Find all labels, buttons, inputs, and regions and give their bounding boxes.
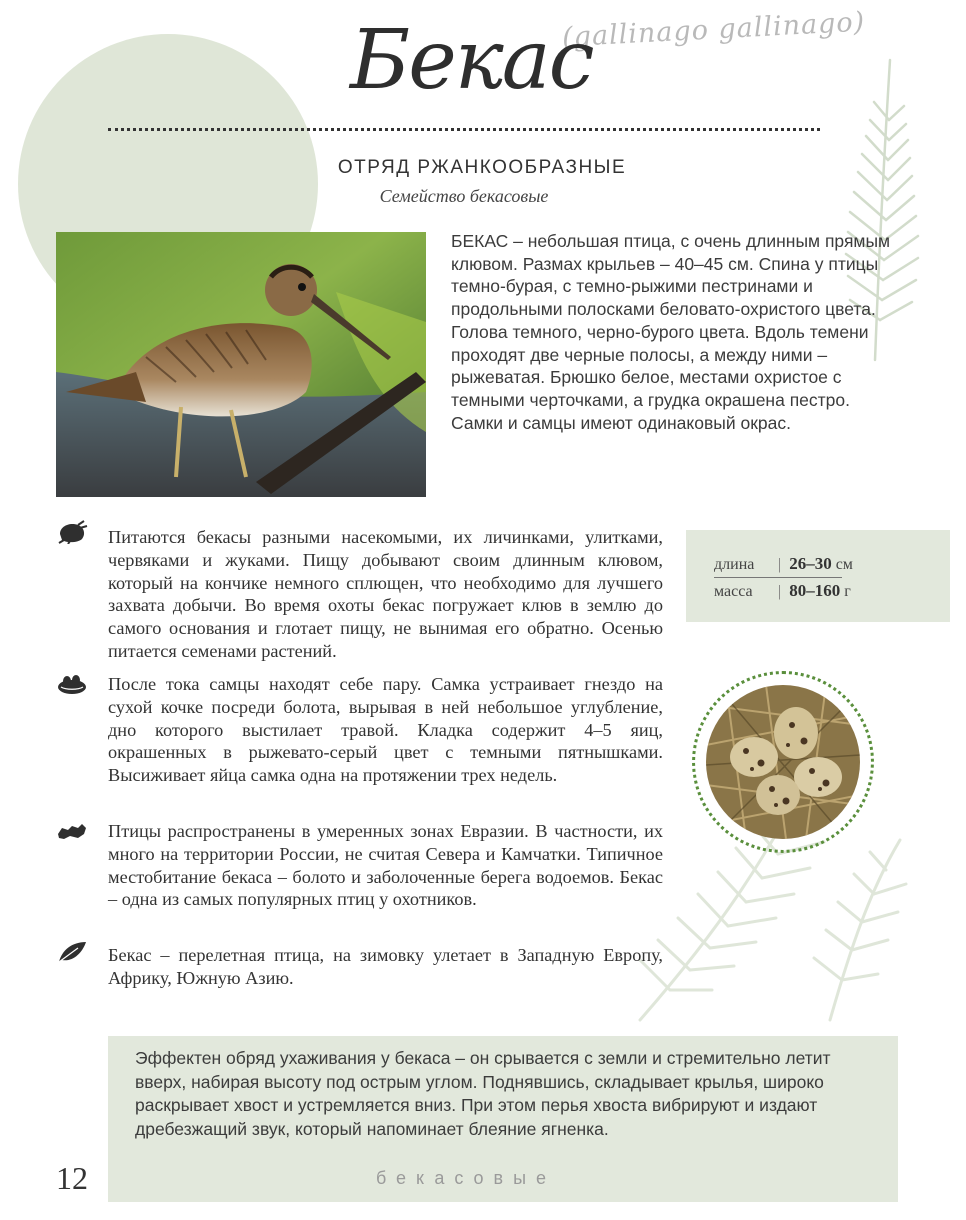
snipe-photo: [56, 232, 426, 497]
order-heading-text: ОТРЯД РЖАНКООБРАЗНЫЕ: [337, 157, 627, 178]
section-habitat: Птицы распространены в умеренных зонах Евразии. В частности, их много на территории России, не считая Севера и Камчатки. Типичное местобитание бекаса – болото и заболоченные берега водоемов. Бекас – одна из самых популярных птиц у охотников.: [108, 821, 663, 910]
section-feeding: Питаются бекасы разными насекомыми, их личинками, улитками, червяками и жуками. Пищу добывают своим длинным клювом, который на кончике немного сплющен, что необходимо для лучшего захвата добычи. Во время охоты бекас погружает клюв в землю до самого основания и глотает пищу, не вынимая его обратно. Осенью питается семенами растений.: [108, 527, 663, 661]
species-description: БЕКАС – небольшая птица, с очень длинным прямым клювом. Размах крыльев – 40–45 см. Спина у птицы темно-бурая, с темно-рыжими пестринами и продольными полосками беловато-охристого цвета. Голова темного, черно-бурого цвета. Вдоль темени проходят две черные полосы, а между ними – рыжеватая. Брюшко белое, местами охристое с темными черточками, а грудка окрашена пестро. Самки и самцы имеют одинаковый окрас.: [451, 231, 891, 433]
page-title: Бекас: [350, 13, 593, 108]
stat-length-label: длина: [714, 556, 755, 573]
map-icon: [56, 820, 88, 844]
section-migration: Бекас – перелетная птица, на зимовку улетает в Западную Европу, Африку, Южную Азию.: [108, 945, 663, 988]
nest-icon: [56, 672, 88, 696]
feather-icon: [56, 940, 88, 964]
stats-divider: [714, 577, 842, 578]
stat-separator: |: [778, 583, 782, 600]
stat-mass: [714, 581, 851, 601]
stat-length-unit: см: [835, 556, 853, 573]
latin-name: (gallinago gallinago): [561, 6, 866, 54]
page-number: 12: [56, 1160, 88, 1196]
nest-photo: [706, 685, 860, 839]
stat-length: [714, 554, 853, 574]
stats-box: [686, 530, 950, 622]
stat-separator: |: [778, 556, 782, 573]
order-heading: [0, 157, 966, 179]
section-breeding: После тока самцы находят себе пару. Самка устраивает гнездо на сухой кочке посреди болота, вырывая в ней небольшое углубление, дно которого выстилает травой. Кладка содержит 4–5 яиц, окрашенных в рыжевато-серый цвет с темными пятнышками. Высиживает яйца самка одна на протяжении трех недель.: [108, 674, 663, 786]
beetle-icon: [56, 520, 88, 544]
family-subheading: Семейство бекасовые: [379, 186, 549, 206]
fact-box: [108, 1036, 898, 1202]
stat-mass-unit: г: [844, 583, 851, 600]
footer-section-word: бекасовые: [375, 1168, 557, 1188]
stat-length-value: 26–30: [789, 554, 832, 573]
stat-mass-label: масса: [714, 583, 753, 600]
fact-text: Эффектен обряд ухаживания у бекаса – он срывается с земли и стремительно летит вверх, набирая высоту под острым углом. Поднявшись, складывает крылья, широко раскрывает хвост и устремляется вниз. При этом перья хвоста вибрируют и издают дребезжащий звук, который напоминает блеяние ягненка.: [135, 1048, 831, 1139]
nest-photo-frame: [692, 671, 874, 853]
header-divider: [108, 128, 820, 131]
stat-mass-value: 80–160: [789, 581, 841, 600]
